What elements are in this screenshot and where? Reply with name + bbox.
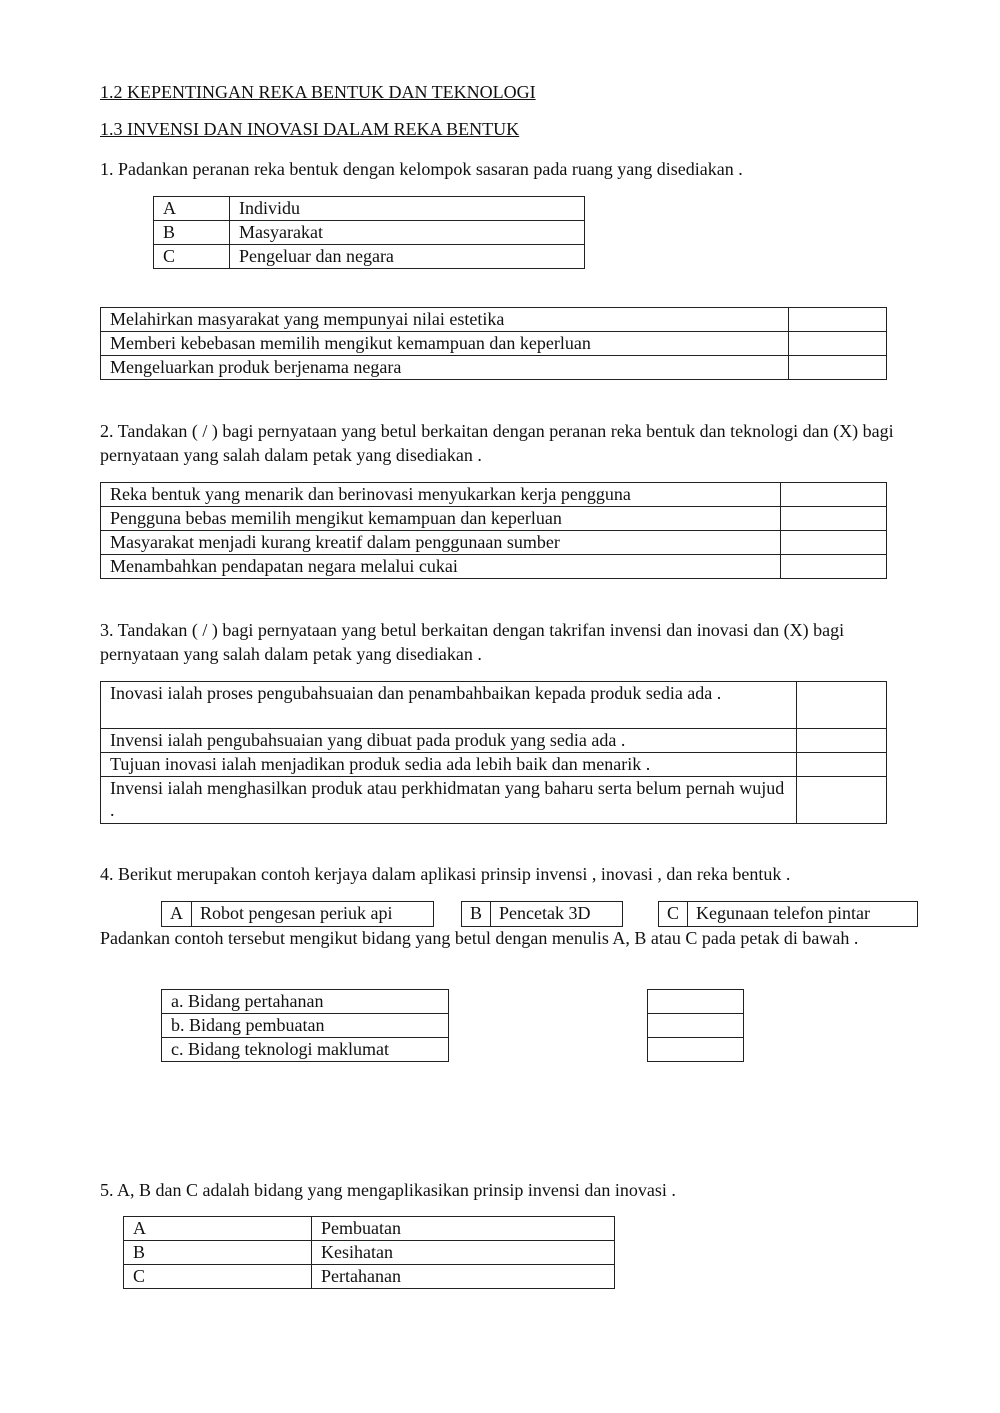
table-row bbox=[101, 507, 887, 531]
table-row bbox=[162, 1038, 449, 1062]
q4-option-c bbox=[658, 901, 918, 927]
table-row bbox=[101, 332, 887, 356]
option-label: Kegunaan telefon pintar bbox=[696, 903, 870, 923]
key-letter: B bbox=[154, 221, 230, 245]
statement-text: Masyarakat menjadi kurang kreatif dalam penggunaan sumber bbox=[101, 531, 781, 555]
q2-statements-table bbox=[100, 482, 887, 579]
key-label: Individu bbox=[230, 197, 585, 221]
table-row bbox=[154, 221, 585, 245]
key-label: Masyarakat bbox=[230, 221, 585, 245]
q5-table bbox=[123, 1216, 615, 1289]
table-row bbox=[101, 555, 887, 579]
answer-cell[interactable] bbox=[781, 531, 887, 555]
table-row bbox=[154, 245, 585, 269]
option-letter: B bbox=[462, 902, 491, 926]
table-row bbox=[101, 729, 887, 753]
statement-text: Melahirkan masyarakat yang mempunyai nilai estetika bbox=[101, 308, 789, 332]
answer-cell[interactable] bbox=[797, 777, 887, 824]
statement-text: Pengguna bebas memilih mengikut kemampuan dan keperluan bbox=[101, 507, 781, 531]
q1-statements-table bbox=[100, 307, 887, 380]
table-row bbox=[154, 197, 585, 221]
key-letter: C bbox=[124, 1265, 312, 1289]
option-letter: A bbox=[162, 902, 192, 926]
q3-question: 3. Tandakan ( / ) bagi pernyataan yang betul berkaitan dengan takrifan invensi dan inovasi dan (X) bagi pernyataan yang salah dalam petak yang disediakan . bbox=[100, 620, 845, 664]
table-row bbox=[101, 531, 887, 555]
statement-text: Menambahkan pendapatan negara melalui cukai bbox=[101, 555, 781, 579]
answer-cell[interactable] bbox=[781, 483, 887, 507]
statement-text: Tujuan inovasi ialah menjadikan produk sedia ada lebih baik dan menarik . bbox=[101, 753, 797, 777]
key-letter: A bbox=[124, 1217, 312, 1241]
q2-question: 2. Tandakan ( / ) bagi pernyataan yang betul berkaitan dengan peranan reka bentuk dan teknologi dan (X) bagi pernyataan yang salah dalam petak yang disediakan . bbox=[100, 421, 894, 465]
key-letter: B bbox=[124, 1241, 312, 1265]
answer-cell[interactable] bbox=[648, 1038, 744, 1062]
q4-answer-table bbox=[647, 989, 744, 1062]
answer-cell[interactable] bbox=[789, 356, 887, 380]
key-label: Kesihatan bbox=[312, 1241, 615, 1265]
key-letter: C bbox=[154, 245, 230, 269]
field-label: a. Bidang pertahanan bbox=[162, 990, 449, 1014]
q4-instruction: Padankan contoh tersebut mengikut bidang yang betul dengan menulis A, B atau C pada petak di bawah . bbox=[100, 928, 859, 948]
answer-cell[interactable] bbox=[789, 332, 887, 356]
option-label: Pencetak 3D bbox=[499, 903, 591, 923]
answer-cell[interactable] bbox=[797, 682, 887, 729]
key-letter: A bbox=[154, 197, 230, 221]
key-label: Pembuatan bbox=[312, 1217, 615, 1241]
statement-text: Reka bentuk yang menarik dan berinovasi menyukarkan kerja pengguna bbox=[101, 483, 781, 507]
statement-text: Invensi ialah menghasilkan produk atau perkhidmatan yang baharu serta belum pernah wujud . bbox=[101, 777, 797, 824]
table-row bbox=[648, 1014, 744, 1038]
field-label: c. Bidang teknologi maklumat bbox=[162, 1038, 449, 1062]
option-label: Robot pengesan periuk api bbox=[200, 903, 393, 923]
answer-cell[interactable] bbox=[781, 555, 887, 579]
q1-key-table bbox=[153, 196, 585, 269]
table-row bbox=[648, 990, 744, 1014]
field-label: b. Bidang pembuatan bbox=[162, 1014, 449, 1038]
option-letter: C bbox=[659, 902, 688, 926]
statement-text: Invensi ialah pengubahsuaian yang dibuat pada produk yang sedia ada . bbox=[101, 729, 797, 753]
table-row bbox=[101, 308, 887, 332]
q4-question: 4. Berikut merupakan contoh kerjaya dalam aplikasi prinsip invensi , inovasi , dan reka bentuk . bbox=[100, 864, 791, 884]
statement-text: Mengeluarkan produk berjenama negara bbox=[101, 356, 789, 380]
q3-statements-table bbox=[100, 681, 887, 824]
answer-cell[interactable] bbox=[648, 1014, 744, 1038]
key-label: Pengeluar dan negara bbox=[230, 245, 585, 269]
key-label: Pertahanan bbox=[312, 1265, 615, 1289]
q4-option-a bbox=[161, 901, 434, 927]
table-row bbox=[101, 753, 887, 777]
table-row bbox=[101, 777, 887, 824]
table-row bbox=[101, 356, 887, 380]
answer-cell[interactable] bbox=[797, 729, 887, 753]
q4-option-b bbox=[461, 901, 623, 927]
answer-cell[interactable] bbox=[648, 990, 744, 1014]
table-row bbox=[124, 1241, 615, 1265]
table-row bbox=[124, 1265, 615, 1289]
q5-question: 5. A, B dan C adalah bidang yang mengaplikasikan prinsip invensi dan inovasi . bbox=[100, 1180, 676, 1200]
statement-text: Inovasi ialah proses pengubahsuaian dan penambahbaikan kepada produk sedia ada . bbox=[101, 682, 797, 729]
answer-cell[interactable] bbox=[781, 507, 887, 531]
q4-fields-table bbox=[161, 989, 449, 1062]
table-row bbox=[648, 1038, 744, 1062]
q1-question: 1. Padankan peranan reka bentuk dengan kelompok sasaran pada ruang yang disediakan . bbox=[100, 159, 743, 179]
answer-cell[interactable] bbox=[789, 308, 887, 332]
table-row bbox=[162, 990, 449, 1014]
table-row bbox=[124, 1217, 615, 1241]
section-heading-1-2: 1.2 KEPENTINGAN REKA BENTUK DAN TEKNOLOGI bbox=[100, 82, 536, 102]
answer-cell[interactable] bbox=[797, 753, 887, 777]
table-row bbox=[162, 1014, 449, 1038]
table-row bbox=[101, 483, 887, 507]
statement-text: Memberi kebebasan memilih mengikut kemampuan dan keperluan bbox=[101, 332, 789, 356]
table-row bbox=[101, 682, 887, 729]
section-heading-1-3: 1.3 INVENSI DAN INOVASI DALAM REKA BENTUK bbox=[100, 119, 520, 139]
